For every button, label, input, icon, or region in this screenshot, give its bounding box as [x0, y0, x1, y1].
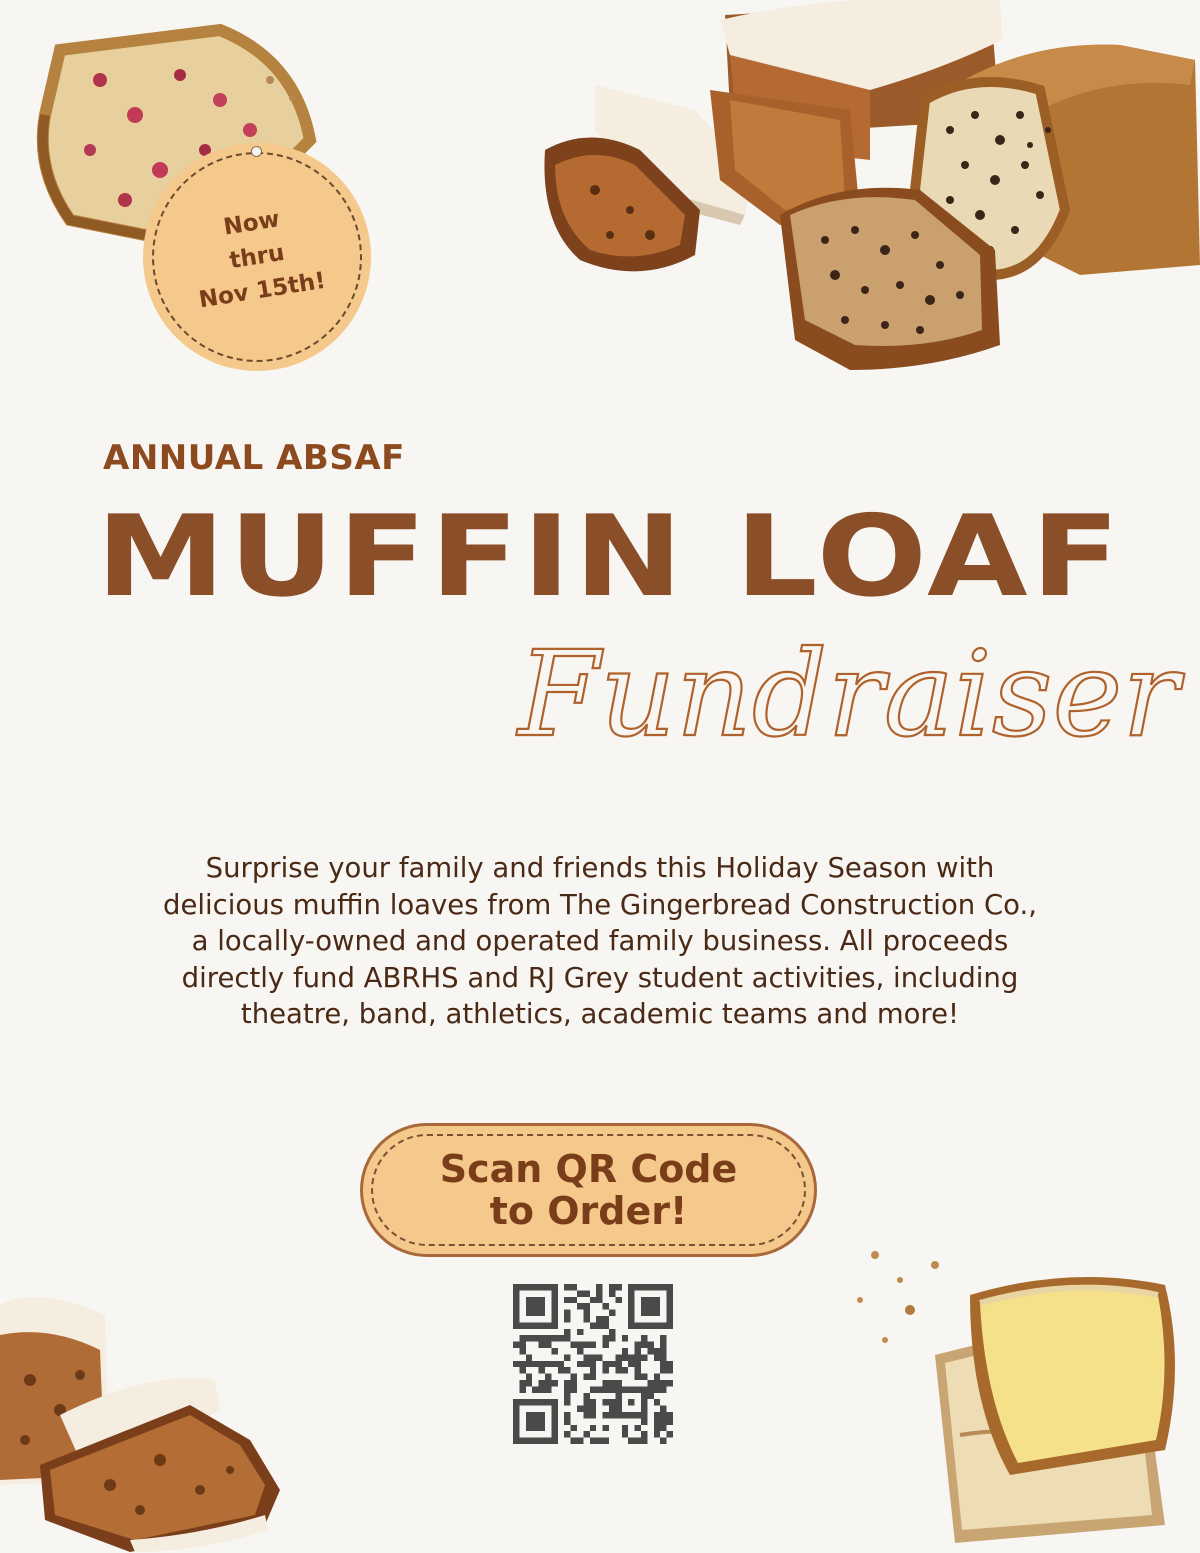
page-title: MUFFIN LOAF [96, 492, 1124, 622]
description-line: directly fund ABRHS and RJ Grey student activities, including [181, 961, 1019, 994]
description-line: delicious muffin loaves from The Gingerbread Construction Co., [163, 888, 1037, 921]
cta-line-2: to Order! [489, 1189, 688, 1233]
pound-cake-slices-photo [840, 1225, 1200, 1553]
description-line: theatre, band, athletics, academic teams and more! [240, 998, 960, 1030]
date-badge [143, 143, 371, 371]
qr-code-icon[interactable] [513, 1284, 673, 1444]
cta-line-1: Scan QR Code [439, 1147, 738, 1191]
badge-line-1: Now [221, 206, 282, 241]
loaves-group-photo [520, 0, 1200, 375]
description-line: Surprise your family and friends this Holiday Season with [205, 852, 995, 884]
script-subtitle-text: Fundraiser [518, 625, 1179, 763]
badge-line-2: thru [227, 239, 287, 275]
badge-text [186, 197, 328, 318]
event-kicker: ANNUAL ABSAF [103, 438, 405, 478]
badge-line-3: Nov 15th! [197, 267, 328, 314]
description-line: a locally-owned and operated family business. All proceeds [191, 925, 1009, 957]
badge-hole [251, 146, 262, 157]
carrot-loaf-slices-photo [0, 1290, 290, 1553]
order-cta [360, 1123, 817, 1257]
description [60, 850, 1140, 1033]
cta-text [440, 1148, 738, 1232]
script-subtitle [508, 615, 1179, 835]
